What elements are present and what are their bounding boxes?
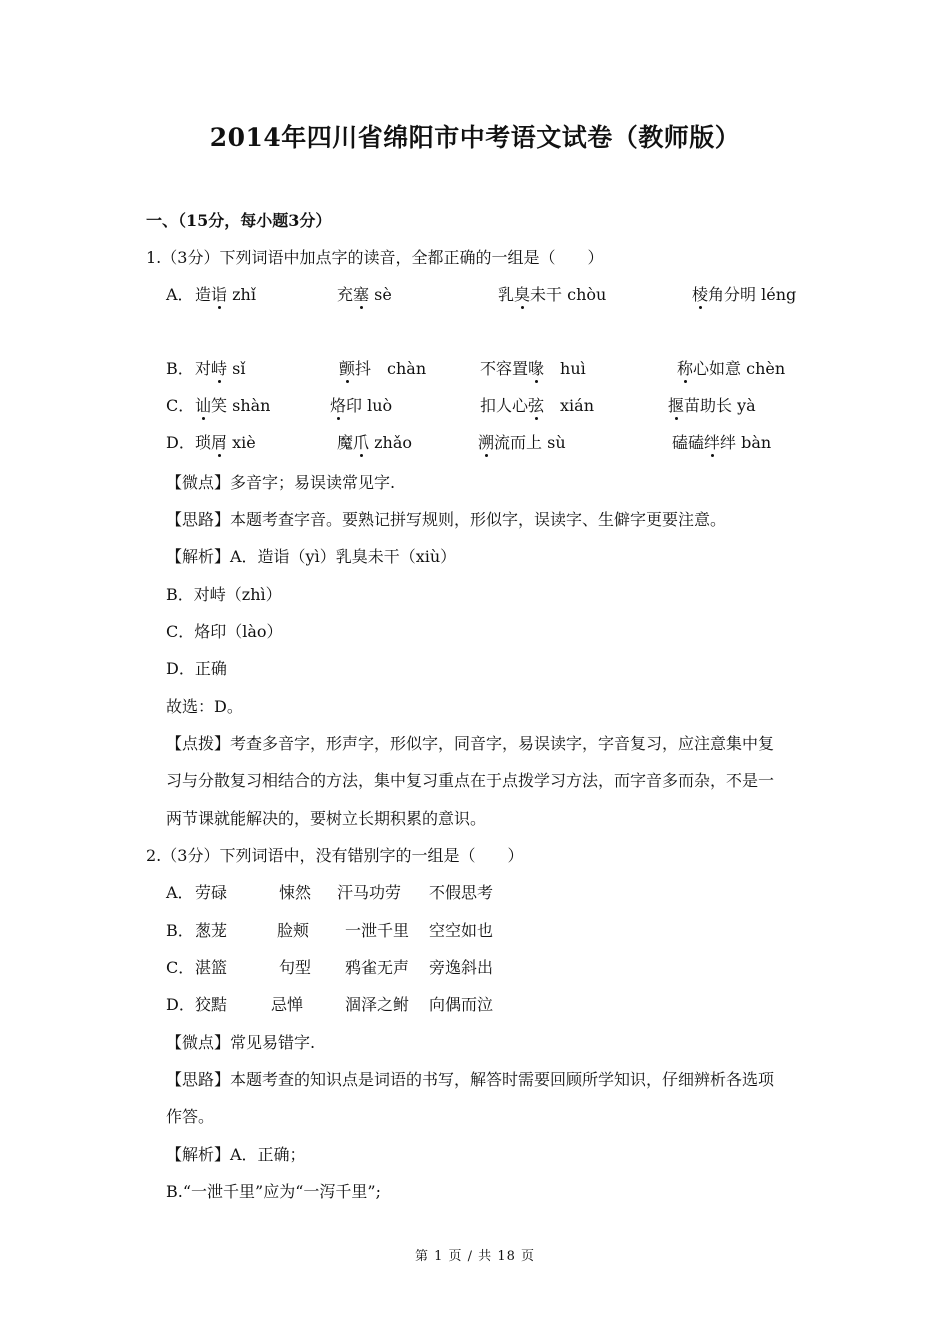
emphasis-dot-char: 讪 [195,396,212,415]
q1-option-b-word-1: 对峙 sǐ [195,359,246,378]
question-2-stem: 2.（3分）下列词语中，没有错别字的一组是（ ） [146,846,524,865]
q1-option-a-label: A． [166,285,194,304]
q2-option-a-label: A． [166,883,194,902]
emphasis-dot-char: 爪 [353,433,370,452]
q2-option-a-word-3: 汗马功劳 [337,883,402,902]
q2-option-a-word-1: 劳碌 [195,883,228,902]
q2-option-d-word-1: 狡黠 [195,995,228,1014]
q1-option-b-label: B． [166,359,194,378]
q1-answer: 故选：D。 [166,697,243,716]
emphasis-dot-char: 揠 [668,396,685,415]
q1-dianbo-line-1: 【点拨】考查多音字，形声字，形似字，同音字，易误读字，字音复习，应注意集中复 [166,734,775,753]
emphasis-dot-char: 臭 [514,285,531,304]
q1-option-c-word-1: 讪笑 shàn [195,396,271,415]
q1-option-d-word-3: 溯流而上 sù [478,433,566,452]
q1-option-a-word-2: 充塞 sè [337,285,392,304]
q1-option-c-word-2: 烙印 luò [330,396,393,415]
q2-option-c-word-3: 鸦雀无声 [345,958,410,977]
q2-option-c-word-2: 句型 [279,958,312,977]
emphasis-dot-char: 烙 [330,396,347,415]
question-1-stem: 1.（3分）下列词语中加点字的读音，全都正确的一组是（ ） [146,248,604,267]
q2-option-d-word-4: 向偶而泣 [429,995,494,1014]
emphasis-dot-char: 诣 [211,285,228,304]
page-footer: 第 1 页 / 共 18 页 [415,1249,535,1264]
emphasis-dot-char: 塞 [353,285,370,304]
q1-option-b-word-2: 颤抖 chàn [339,359,427,378]
section-heading: 一、（15分，每小题3分） [146,211,332,230]
q1-jiexi: 【解析】A．造诣（yì）乳臭未干（xiù） [166,547,457,566]
q1-option-b-word-4: 称心如意 chèn [677,359,786,378]
q1-option-c-word-4: 揠苗助长 yà [668,396,756,415]
q2-option-c-word-4: 旁逸斜出 [429,958,494,977]
q2-jiexi: 【解析】A．正确； [166,1145,306,1164]
q2-option-a-word-2: 悚然 [279,883,312,902]
q2-silu-line-1: 【思路】本题考查的知识点是词语的书写，解答时需要回顾所学知识，仔细辨析各选项 [166,1070,775,1089]
q2-option-b-word-4: 空空如也 [429,921,494,940]
emphasis-dot-char: 喙 [528,359,545,378]
q2-option-d-label: D． [166,995,195,1014]
q2-weidian: 【微点】常见易错字. [166,1033,316,1052]
emphasis-dot-char: 称 [677,359,694,378]
q1-option-d-word-4: 磕磕绊绊 bàn [672,433,772,452]
q1-option-d-label: D． [166,433,195,452]
q2-option-a-word-4: 不假思考 [429,883,494,902]
q2-silu-line-2: 作答。 [166,1107,215,1126]
q2-option-b-word-3: 一泄千里 [345,921,410,940]
emphasis-dot-char: 弦 [528,396,545,415]
q1-option-c-word-3: 扣人心弦 xián [480,396,595,415]
q2-option-b-word-2: 脸颊 [277,921,310,940]
q1-option-a-word-1: 造诣 zhǐ [195,285,256,304]
q2-option-c-word-1: 湛篮 [195,958,228,977]
q2-jiexi-b: B.“一泄千里”应为“一泻千里”; [166,1182,381,1201]
q1-option-d-word-2: 魔爪 zhǎo [337,433,413,452]
q1-option-c-label: C． [166,396,195,415]
q1-dianbo-line-2: 习与分散复习相结合的方法，集中复习重点在于点拨学习方法，而字音多而杂，不是一 [166,771,775,790]
q2-option-d-word-2: 忌惮 [271,995,304,1014]
emphasis-dot-char: 绊 [704,433,721,452]
q1-silu: 【思路】本题考查字音。要熟记拼写规则，形似字，误读字、生僻字更要注意。 [166,510,727,529]
q1-option-b-word-3: 不容置喙 huì [480,359,586,378]
emphasis-dot-char: 溯 [478,433,495,452]
emphasis-dot-char: 颤 [339,359,356,378]
q1-jiexi-d: D．正确 [166,659,227,678]
q1-jiexi-c: C．烙印（lào） [166,622,283,641]
q1-option-d-word-1: 琐屑 xiè [195,433,256,452]
q1-weidian: 【微点】多音字；易误读常见字. [166,473,396,492]
q2-option-c-label: C． [166,958,195,977]
page-title: 2014年四川省绵阳市中考语文试卷（教师版） [209,123,741,152]
q1-jiexi-b: B．对峙（zhì） [166,585,282,604]
q1-dianbo-line-3: 两节课就能解决的，要树立长期积累的意识。 [166,809,487,828]
emphasis-dot-char: 峙 [211,359,228,378]
q1-option-a-word-3: 乳臭未干 chòu [498,285,607,304]
q2-option-b-label: B． [166,921,194,940]
q2-option-b-word-1: 葱茏 [195,921,228,940]
emphasis-dot-char: 屑 [211,433,228,452]
emphasis-dot-char: 棱 [692,285,709,304]
q2-option-d-word-3: 涸泽之鲋 [345,995,410,1014]
q1-option-a-word-4: 棱角分明 léng [692,285,797,304]
